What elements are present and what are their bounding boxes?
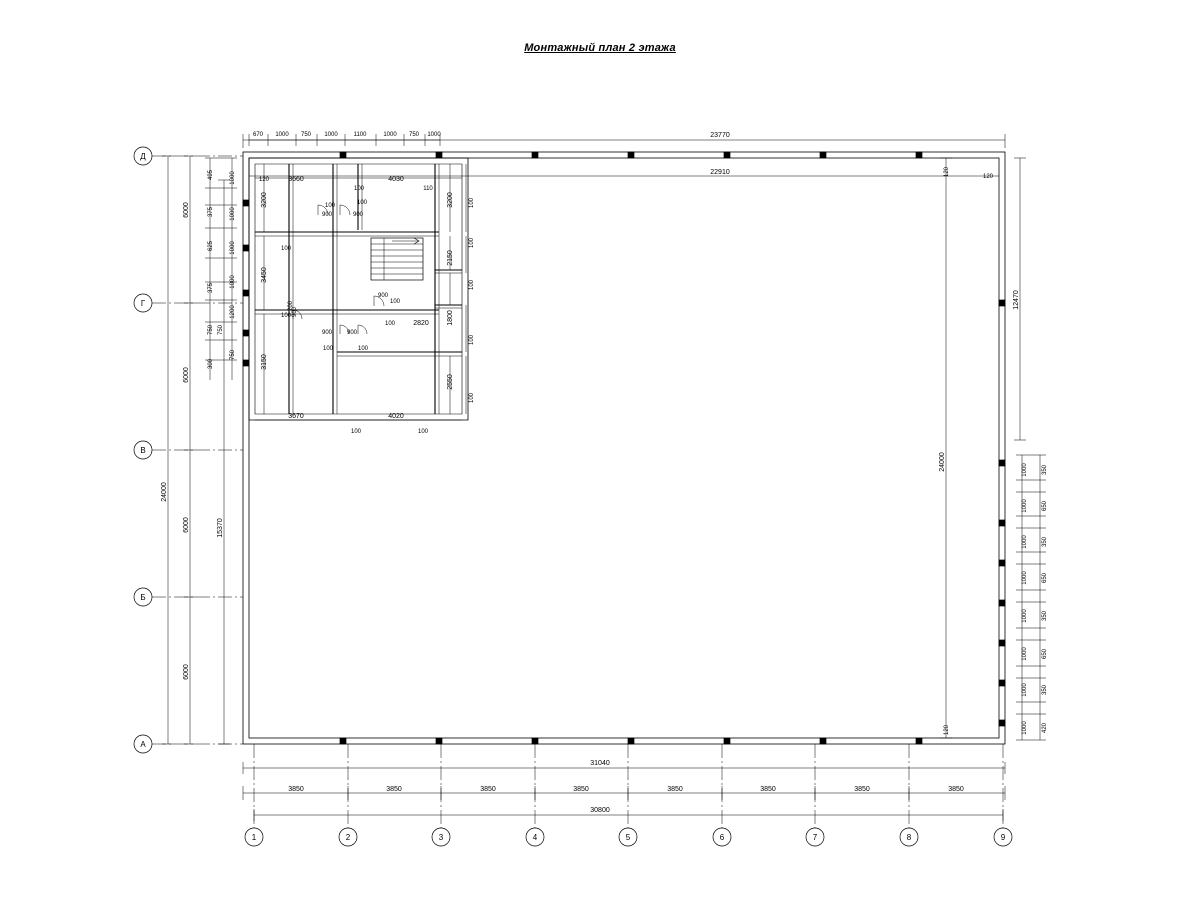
dim-leftb-750-a: 750	[218, 324, 224, 336]
dim-left-bay-3: 6000	[183, 517, 190, 533]
dim-100-h: 100	[469, 392, 475, 404]
dim-left-750: 750	[208, 324, 214, 336]
dim-100-j: 100	[280, 313, 292, 319]
dim-right-gap-350-c: 350	[1042, 610, 1048, 622]
dim-bay-8: 3850	[948, 786, 964, 793]
dim-right-gap-350-d: 350	[1042, 684, 1048, 696]
axis-label-8: 8	[906, 833, 912, 842]
axis-label-9: 9	[1000, 833, 1006, 842]
dim-room-3660: 3660	[288, 176, 304, 183]
axis-label-3: 3	[438, 833, 444, 842]
dim-leftb-750-b: 750	[230, 349, 236, 361]
dim-room-4030: 4030	[388, 176, 404, 183]
dim-100-b: 110	[423, 186, 433, 192]
dim-top-chain-1: 670	[252, 132, 264, 138]
dim-overall-bottom: 31040	[590, 760, 610, 767]
dim-door-900-d: 900	[321, 330, 333, 336]
dim-right-gap-420: 420	[1042, 722, 1048, 734]
dim-right-1000-e: 1000	[1022, 609, 1028, 623]
dim-door-900-e: 900	[346, 330, 358, 336]
dim-100-p: 100	[417, 429, 429, 435]
dim-leftb-1000-d: 1000	[230, 275, 236, 289]
dim-right-inner: 12470	[1013, 290, 1020, 310]
dim-room-2820: 2820	[413, 320, 429, 327]
dim-left-bay-2: 6000	[183, 367, 190, 383]
dim-right-1000-h: 1000	[1022, 721, 1028, 735]
dim-door-900-f: 900	[292, 306, 298, 318]
dim-wall-120-a: 120	[258, 177, 270, 183]
dim-100-e: 100	[469, 237, 475, 249]
dim-door-900-b: 900	[352, 212, 364, 218]
dim-left-625: 625	[208, 240, 214, 252]
dim-inner-top: 22910	[710, 169, 730, 176]
page-title: Монтажный план 2 этажа	[524, 42, 676, 54]
dim-right-1000-g: 1000	[1022, 683, 1028, 697]
dim-leftb-1000-c: 1000	[230, 241, 236, 255]
dim-room-3150: 3150	[261, 354, 268, 370]
dim-top-chain-3: 750	[300, 132, 312, 138]
dim-door-900-c: 900	[377, 293, 389, 299]
dim-grid-bottom: 30800	[590, 807, 610, 814]
dim-bay-7: 3850	[854, 786, 870, 793]
dim-bay-6: 3850	[760, 786, 776, 793]
dim-bay-1: 3850	[288, 786, 304, 793]
axis-label-d: Д	[140, 152, 146, 161]
dim-room-3200-left: 3200	[261, 192, 268, 208]
axis-label-v: В	[140, 446, 146, 455]
dim-right-1000-b: 1000	[1022, 499, 1028, 513]
dim-left-overall: 24000	[161, 482, 168, 502]
axis-label-b: Б	[140, 593, 146, 602]
axis-label-7: 7	[812, 833, 818, 842]
axis-label-a: А	[140, 740, 146, 749]
dim-100-f: 100	[469, 279, 475, 291]
dim-right-1000-f: 1000	[1022, 647, 1028, 661]
dim-100-i: 100	[280, 246, 292, 252]
dim-bay-5: 3850	[667, 786, 683, 793]
dim-100-o: 100	[350, 429, 362, 435]
dim-wall-120-b: 120	[944, 166, 950, 178]
dim-100-n: 100	[357, 346, 369, 352]
dim-left-300: 300	[208, 358, 214, 370]
dim-right-1000-d: 1000	[1022, 571, 1028, 585]
dim-top-chain-2: 1000	[275, 132, 289, 138]
dim-top-chain-4: 1000	[324, 132, 338, 138]
dim-100-k: 100	[389, 299, 401, 305]
axis-label-1: 1	[251, 833, 257, 842]
dim-100-l: 100	[384, 321, 396, 327]
dim-100-c: 100	[324, 203, 336, 209]
dim-room-3450: 3450	[261, 267, 268, 283]
dim-bay-4: 3850	[573, 786, 589, 793]
dim-right-gap-350-b: 350	[1042, 536, 1048, 548]
dim-wall-120-c: 120	[982, 174, 994, 180]
dim-right-gap-650-c: 650	[1042, 648, 1048, 660]
dim-100-a: 100	[353, 186, 365, 192]
dim-top-chain-5: 1100	[353, 132, 367, 138]
dim-right-overall: 24000	[939, 452, 946, 472]
dim-100-m: 100	[322, 346, 334, 352]
axis-label-4: 4	[532, 833, 538, 842]
dim-room-2550: 2550	[447, 374, 454, 390]
dim-room-3670: 3670	[288, 413, 304, 420]
dim-leftb-1200: 1200	[230, 305, 236, 319]
dim-wall-120-d: 120	[944, 724, 950, 736]
dim-door-900-a: 900	[321, 212, 333, 218]
dim-bay-2: 3850	[386, 786, 402, 793]
dim-right-gap-350-a: 350	[1042, 464, 1048, 476]
dim-bay-3: 3850	[480, 786, 496, 793]
dim-room-1800: 1800	[447, 310, 454, 326]
dim-room-200: 200	[288, 300, 294, 312]
dim-top-chain-8: 1000	[427, 132, 441, 138]
dim-room-4020: 4020	[388, 413, 404, 420]
axis-label-5: 5	[625, 833, 631, 842]
dim-right-gap-650-a: 650	[1042, 500, 1048, 512]
dim-left-bay-4: 6000	[183, 664, 190, 680]
dim-left-495: 495	[208, 169, 214, 181]
dim-100-g: 100	[469, 334, 475, 346]
dim-left-375-b: 375	[208, 282, 214, 294]
dim-right-1000-c: 1000	[1022, 535, 1028, 549]
dim-top-chain-6: 1000	[383, 132, 397, 138]
dim-room-3200-right: 3200	[447, 192, 454, 208]
dim-right-1000-a: 1000	[1022, 463, 1028, 477]
axis-label-2: 2	[345, 833, 351, 842]
dim-100-d: 100	[469, 197, 475, 209]
dim-leftb-1000-b: 1000	[230, 207, 236, 221]
dim-top-chain-7: 750	[408, 132, 420, 138]
axis-label-g: Г	[140, 299, 146, 308]
dim-right-gap-650-b: 650	[1042, 572, 1048, 584]
axis-label-6: 6	[719, 833, 725, 842]
dim-leftb-1000-a: 1000	[230, 171, 236, 185]
dim-left-bay-1: 6000	[183, 202, 190, 218]
dim-left-375-a: 375	[208, 206, 214, 218]
dim-overall-top: 23770	[710, 132, 730, 139]
dim-110: 100	[356, 200, 368, 206]
dim-room-2150: 2150	[447, 250, 454, 266]
dim-left-inner: 15370	[217, 518, 224, 538]
